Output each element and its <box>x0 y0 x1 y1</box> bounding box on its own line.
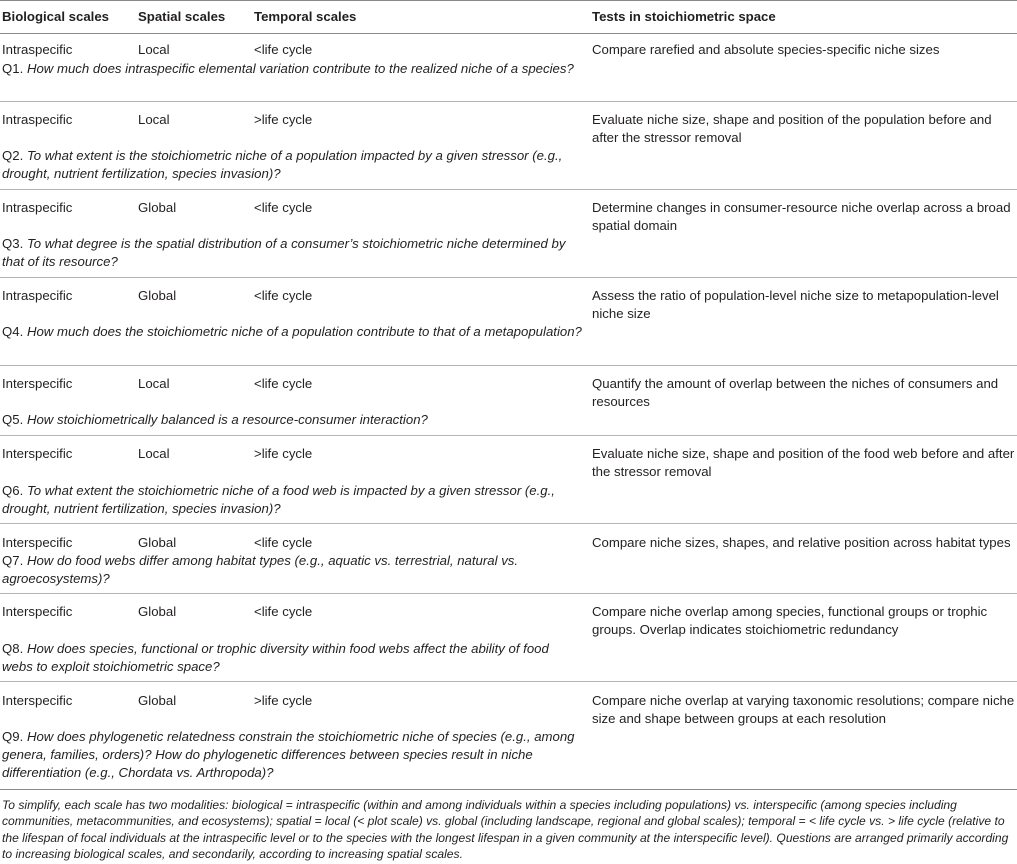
row5-question-number: Q5. <box>2 412 24 427</box>
table-footnote: To simplify, each scale has two modalities: biological = intraspecific (within and among individuals within a species including populations) vs. interspecific (among species including communities, metacommunities, and ecosystems); spatial = local (< plot scale) vs. global (including landscape, regional and global scales); temporal = < life cycle vs. > life cycle (relative to the lifespan of focal individuals at the intraspecific level or to the species with the longest lifespan in a given community at the interspecific level). Questions are arranged primarily according to increasing biological scales, and secondarily, according to increasing spatial scales. <box>2 798 1009 861</box>
table-bottom-rule <box>0 789 1017 790</box>
row6-biological: Interspecific <box>2 446 73 461</box>
row2-spatial: Local <box>138 112 170 127</box>
row1-temporal: <life cycle <box>254 42 313 57</box>
row3-biological: Intraspecific <box>2 200 73 215</box>
header-biological-scales: Biological scales <box>2 9 110 24</box>
row6-spatial: Local <box>138 446 170 461</box>
row9-biological: Interspecific <box>2 693 73 708</box>
row5-biological: Interspecific <box>2 376 73 391</box>
row2-biological: Intraspecific <box>2 112 73 127</box>
row8-temporal: <life cycle <box>254 604 313 619</box>
row5-spatial: Local <box>138 376 170 391</box>
row9-question <box>2 728 588 782</box>
row5-test: Quantify the amount of overlap between the niches of consumers and resources <box>592 376 999 409</box>
row-divider <box>0 277 1017 278</box>
row3-question <box>2 235 582 271</box>
row3-temporal: <life cycle <box>254 200 313 215</box>
row1-question-number: Q1. <box>2 61 24 76</box>
row5-question-text: How stoichiometrically balanced is a resource-consumer interaction? <box>26 412 428 427</box>
table-top-rule <box>0 0 1017 1</box>
row6-temporal: >life cycle <box>254 446 313 461</box>
row8-question <box>2 640 582 676</box>
row9-question-text: How does phylogenetic relatedness constrain the stoichiometric niche of species (e.g., among genera, families, orders)? How do phylogenetic differences between species result in niche differentiation (e.g., Chordata vs. Arthropoda)? <box>2 729 575 780</box>
row4-question-number: Q4. <box>2 324 24 339</box>
row1-biological: Intraspecific <box>2 42 73 57</box>
row2-test: Evaluate niche size, shape and position of the population before and after the stressor removal <box>592 112 992 145</box>
row-divider <box>0 435 1017 436</box>
row8-question-number: Q8. <box>2 641 24 656</box>
row4-temporal: <life cycle <box>254 288 313 303</box>
row8-biological: Interspecific <box>2 604 73 619</box>
row1-spatial: Local <box>138 42 170 57</box>
row6-test: Evaluate niche size, shape and position of the food web before and after the stressor removal <box>592 446 1015 479</box>
row8-test: Compare niche overlap among species, functional groups or trophic groups. Overlap indicates stoichiometric redundancy <box>592 604 988 637</box>
row1-test: Compare rarefied and absolute species-specific niche sizes <box>592 42 940 57</box>
row7-question-text: How do food webs differ among habitat types (e.g., aquatic vs. terrestrial, natural vs. agroecosystems)? <box>2 553 519 586</box>
row-divider <box>0 523 1017 524</box>
row3-question-number: Q3. <box>2 236 24 251</box>
row7-question <box>2 552 582 588</box>
row4-question-text: How much does the stoichiometric niche of a population contribute to that of a metapopulation? <box>26 324 582 339</box>
row-divider <box>0 365 1017 366</box>
row9-question-number: Q9. <box>2 729 24 744</box>
row1-question-text: How much does intraspecific elemental variation contribute to the realized niche of a species? <box>26 61 574 76</box>
row2-question-text: To what extent is the stoichiometric niche of a population impacted by a given stressor (e.g., drought, nutrient fertilization, species invasion)? <box>2 148 563 181</box>
row1-question <box>2 60 582 78</box>
row-divider <box>0 681 1017 682</box>
row7-spatial: Global <box>138 535 177 550</box>
row3-test: Determine changes in consumer-resource niche overlap across a broad spatial domain <box>592 200 1011 233</box>
row9-test: Compare niche overlap at varying taxonomic resolutions; compare niche size and shape between groups at each resolution <box>592 693 1015 726</box>
row4-spatial: Global <box>138 288 177 303</box>
row4-test: Assess the ratio of population-level niche size to metapopulation-level niche size <box>592 288 999 321</box>
row8-question-text: How does species, functional or trophic diversity within food webs affect the ability of food webs to exploit stoichiometric space? <box>2 641 549 674</box>
header-spatial-scales: Spatial scales <box>138 9 226 24</box>
row6-question <box>2 482 582 518</box>
row-divider <box>0 593 1017 594</box>
header-rule <box>0 33 1017 34</box>
row7-temporal: <life cycle <box>254 535 313 550</box>
row9-spatial: Global <box>138 693 177 708</box>
row2-question <box>2 147 582 183</box>
row2-question-number: Q2. <box>2 148 24 163</box>
row3-question-text: To what degree is the spatial distribution of a consumer’s stoichiometric niche determined by that of its resource? <box>2 236 566 269</box>
header-temporal-scales: Temporal scales <box>254 9 357 24</box>
row2-temporal: >life cycle <box>254 112 313 127</box>
row7-test: Compare niche sizes, shapes, and relative position across habitat types <box>592 535 1011 550</box>
row3-spatial: Global <box>138 200 177 215</box>
row8-spatial: Global <box>138 604 177 619</box>
row-divider <box>0 101 1017 102</box>
row9-temporal: >life cycle <box>254 693 313 708</box>
row5-temporal: <life cycle <box>254 376 313 391</box>
row4-biological: Intraspecific <box>2 288 73 303</box>
row5-question <box>2 411 582 429</box>
row-divider <box>0 189 1017 190</box>
row6-question-text: To what extent the stoichiometric niche of a food web is impacted by a given stressor (e.g., drought, nutrient fertilization, species invasion)? <box>2 483 555 516</box>
row4-question <box>2 323 582 341</box>
row7-question-number: Q7. <box>2 553 24 568</box>
header-tests: Tests in stoichiometric space <box>592 9 776 24</box>
row7-biological: Interspecific <box>2 535 73 550</box>
row6-question-number: Q6. <box>2 483 24 498</box>
